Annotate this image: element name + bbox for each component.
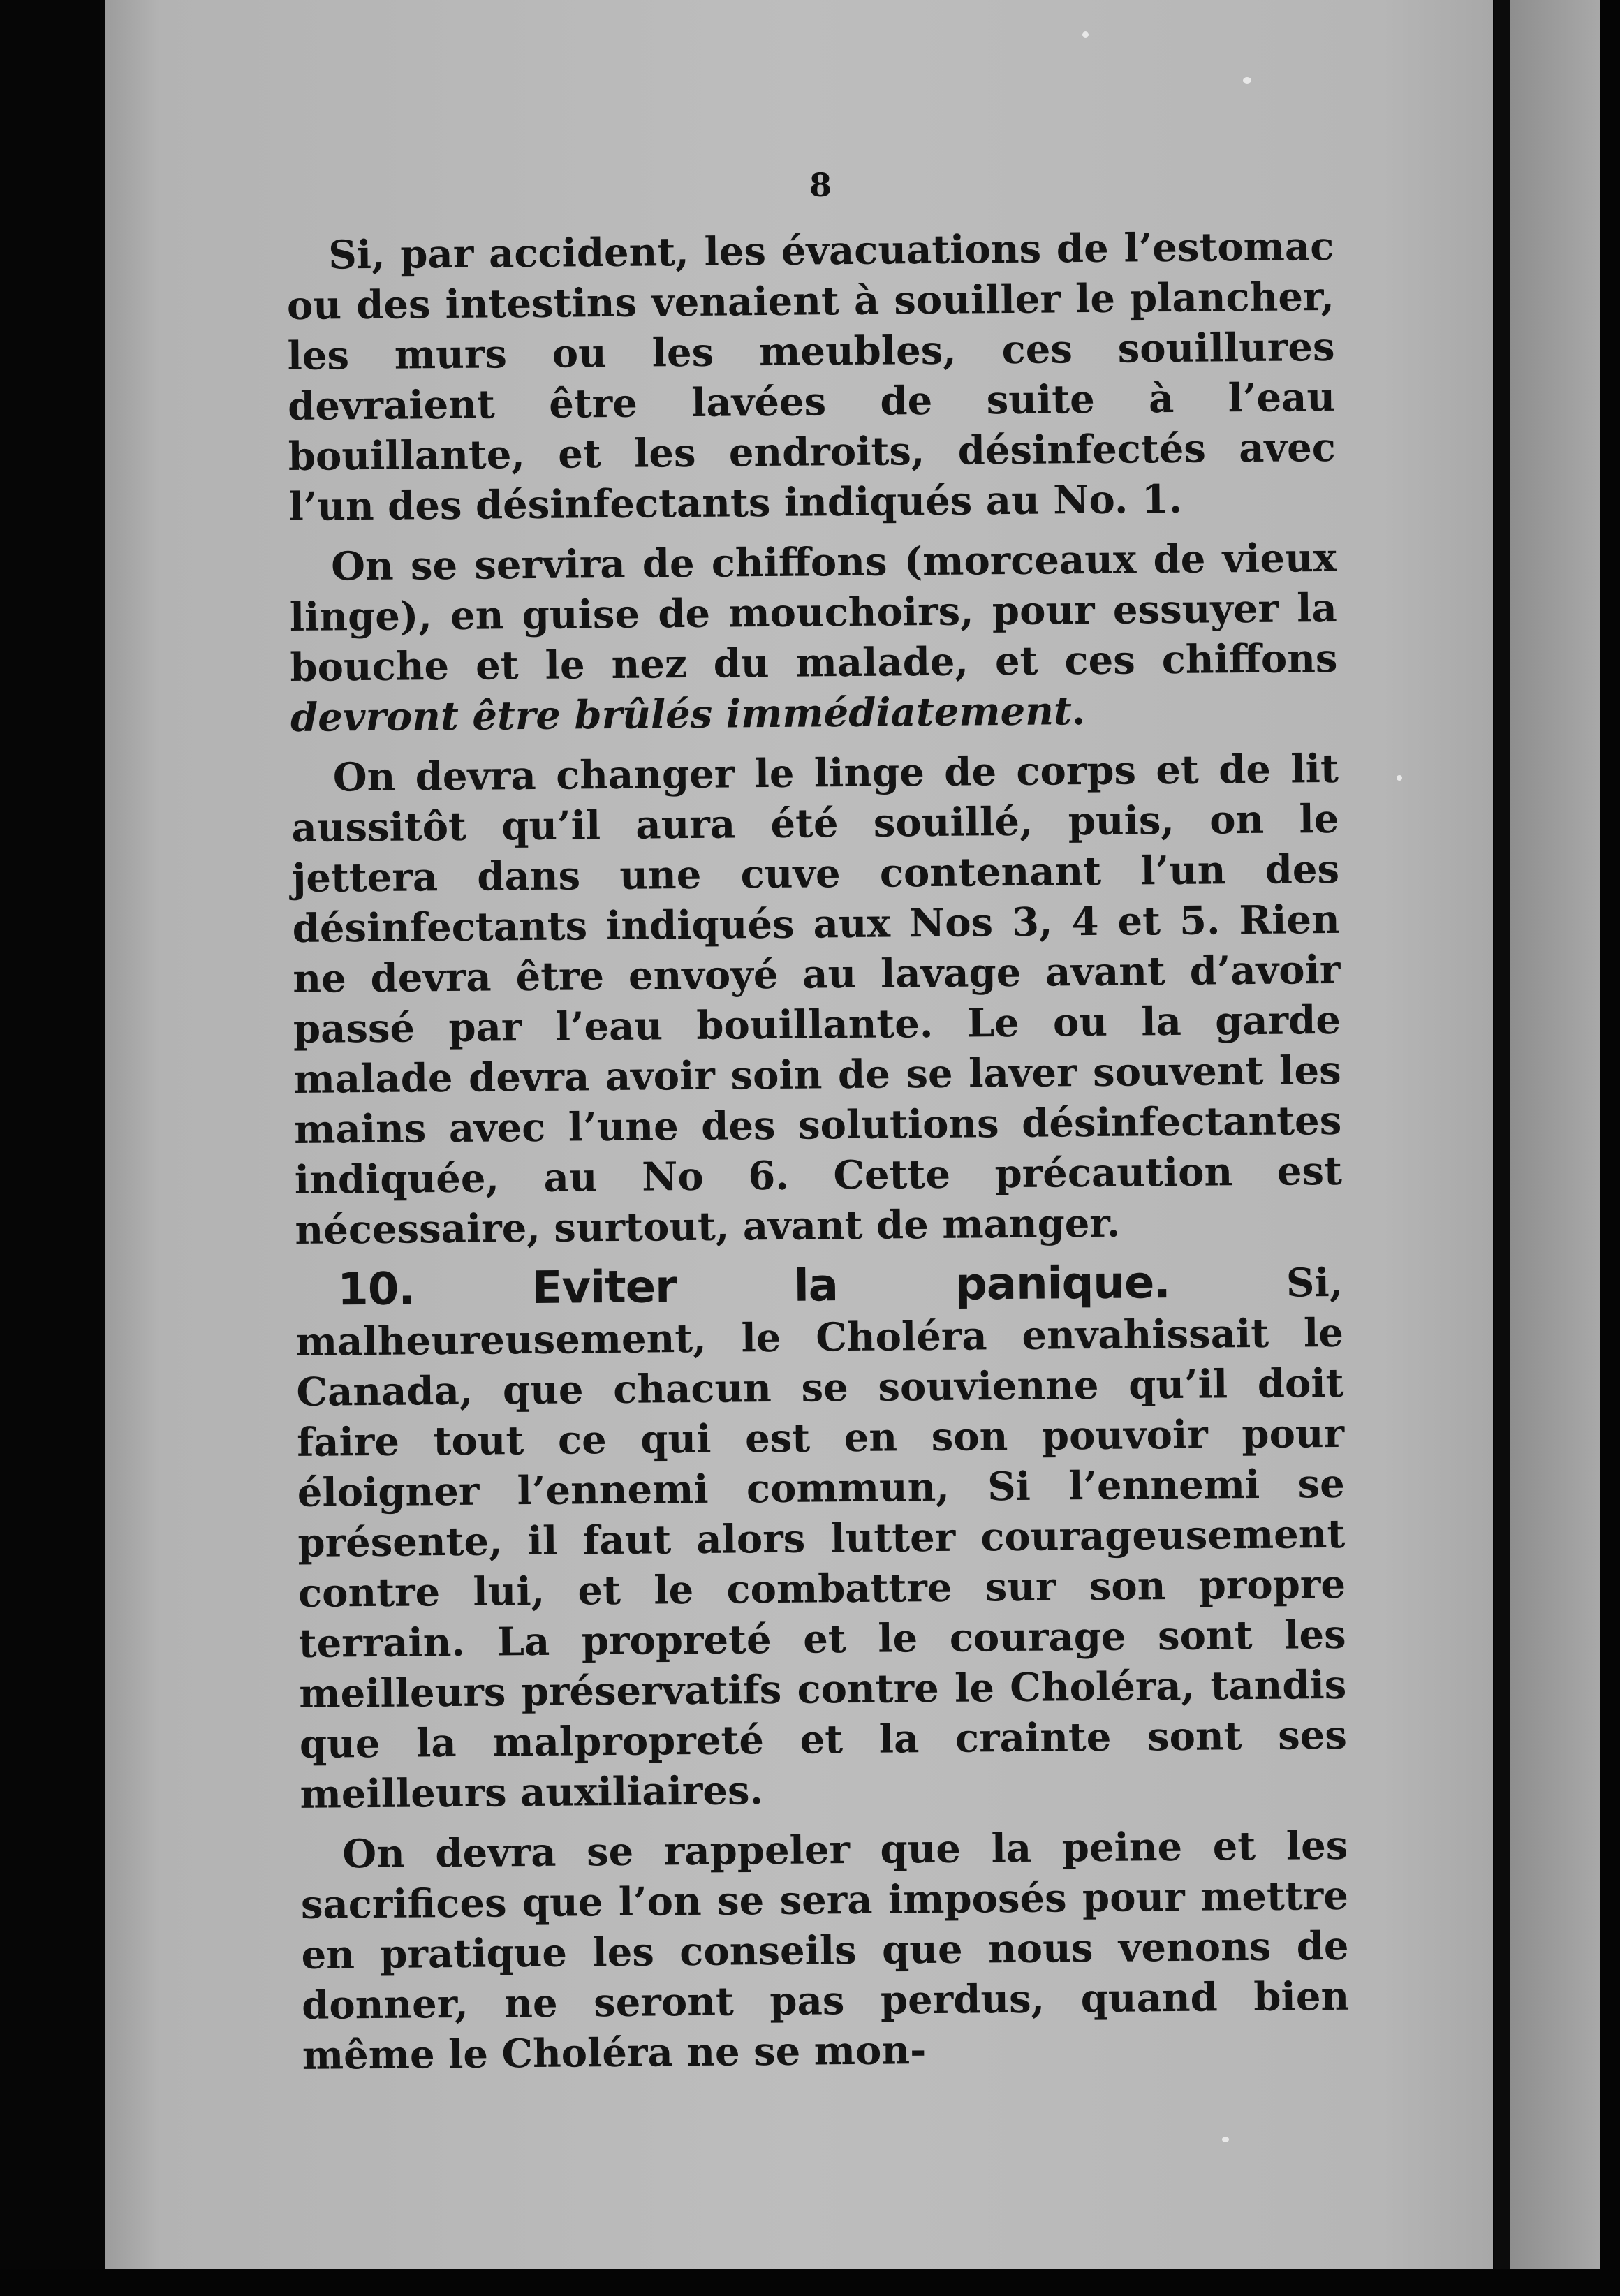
section-10 bbox=[295, 1256, 1348, 1820]
paragraph-rags-text: On se servira de chiffons (morceaux de vieux linge), en guise de mouchoirs, pour essuyer la bouche et le nez du malade, et ces chiffons bbox=[289, 534, 1338, 691]
paragraph-rags-end: . bbox=[1071, 688, 1086, 735]
body-text bbox=[286, 221, 1350, 2091]
section-heading: 10. Eviter la panique. bbox=[337, 1257, 1170, 1316]
paragraph-closing: On devra se rappeler que la peine et les sacrifices que l’on se sera imposés pour mettre en pratique les conseils que nous venons de donner, ne seront pas perdus, quand bien même le Choléra ne se mon- bbox=[300, 1822, 1350, 2079]
scan-border-bottom bbox=[0, 2269, 1620, 2296]
dust-speck bbox=[1397, 775, 1402, 781]
dust-speck bbox=[1243, 77, 1251, 84]
page-number: 8 bbox=[809, 166, 832, 204]
paragraph-rags bbox=[289, 533, 1338, 743]
section-text: Si, malheureusement, le Choléra envahissait le Canada, que chacun se souvienne qu’il doit faire tout ce qui est en son pouvoir pour éloigner l’ennemi commun, Si l’ennemi se présente, il faut alors lutter courageusement contre lui, et le combattre sur son propre terrain. La propreté et le courage sont les meilleurs préservatifs contre le Choléra, tandis que la malpropreté et la crainte sont ses meilleurs auxiliaires. bbox=[295, 1259, 1348, 1818]
dust-speck bbox=[1222, 2137, 1229, 2142]
adjacent-page-edge bbox=[1510, 0, 1600, 2269]
scan-border-left bbox=[0, 0, 105, 2296]
paragraph-linen: On devra changer le linge de corps et de lit aussitôt qu’il aura été souillé, puis, on le jettera dans une cuve contenant l’un des désinfectants indiqués aux Nos 3, 4 et 5. Rien ne devra être envoyé au lavage avant d’avoir passé par l’eau bouillante. Le ou la garde malade devra avoir soin de se laver souvent les mains avec l’une des solutions désinfectantes indiquée, au No 6. Cette précaution est nécessaire, surtout, avant de manger. bbox=[291, 745, 1343, 1253]
scan-border-right bbox=[1600, 0, 1620, 2296]
paragraph-rags-italic: devront être brûlés immédiatement bbox=[290, 688, 1073, 741]
paragraph-soiled-surfaces: Si, par accident, les évacuations de l’estomac ou des intestins venaient à souiller le plancher, les murs ou les meubles, ces souillures devraient être lavées de suite à l’eau bouillante, et les endroits, désinfectés avec l’un des désinfectants indiqués au No. 1. bbox=[286, 223, 1336, 530]
page-fold-line bbox=[1494, 0, 1510, 2296]
dust-speck bbox=[1082, 31, 1089, 38]
